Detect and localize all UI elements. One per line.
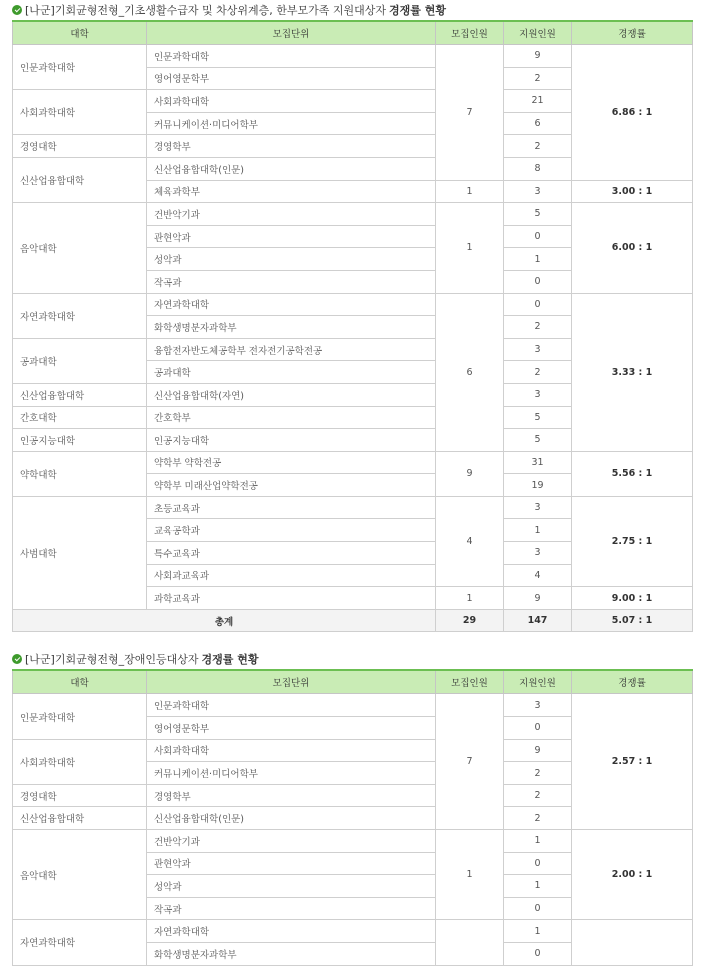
ratio-cell: 3.00 : 1 [572,180,693,203]
total-applicants: 147 [504,609,572,632]
total-ratio: 5.07 : 1 [572,609,693,632]
unit-cell: 과학교육과 [147,587,436,610]
applicants-cell: 3 [504,338,572,361]
college-cell: 간호대학 [13,406,147,429]
unit-cell: 성악과 [147,248,436,271]
college-cell: 공과대학 [13,338,147,383]
ratio-cell: 5.56 : 1 [572,451,693,496]
college-cell: 사회과학대학 [13,90,147,135]
recruit-cell: 1 [436,180,504,203]
unit-cell: 자연과학대학 [147,293,436,316]
applicants-cell: 2 [504,67,572,90]
unit-cell: 커뮤니케이션·미디어학부 [147,762,436,785]
unit-cell: 인공지능대학 [147,429,436,452]
unit-cell: 신산업융합대학(인문) [147,807,436,830]
applicants-cell: 2 [504,807,572,830]
applicants-cell: 9 [504,45,572,68]
section-title-text: [나군]기회균형전형_기초생활수급자 및 차상위계층, 한부모가족 지원대상자 [25,4,386,17]
unit-cell: 건반악기과 [147,203,436,226]
unit-cell: 관현악과 [147,225,436,248]
ratio-cell: 6.00 : 1 [572,203,693,293]
applicants-cell: 0 [504,293,572,316]
unit-cell: 융합전자반도체공학부 전자전기공학전공 [147,338,436,361]
applicants-cell: 0 [504,225,572,248]
applicants-cell: 1 [504,875,572,898]
unit-cell: 영어영문학부 [147,67,436,90]
unit-cell: 신산업융합대학(자연) [147,383,436,406]
applicants-cell: 2 [504,361,572,384]
college-cell: 약학대학 [13,451,147,496]
unit-cell: 커뮤니케이션·미디어학부 [147,112,436,135]
table-row [13,920,693,943]
recruit-cell: 7 [436,694,504,830]
total-label: 총계 [13,609,436,632]
table-row [13,694,693,717]
applicants-cell: 5 [504,406,572,429]
unit-cell: 교육공학과 [147,519,436,542]
unit-cell: 약학부 미래산업약학전공 [147,474,436,497]
unit-cell: 화학생명분자과학부 [147,942,436,965]
check-circle-icon [12,5,22,15]
recruit-cell: 1 [436,830,504,920]
unit-cell: 간호학부 [147,406,436,429]
ratio-cell: 2.75 : 1 [572,496,693,586]
unit-cell: 사회과교육과 [147,564,436,587]
competition-table-2 [12,669,693,965]
college-cell: 신산업융합대학 [13,383,147,406]
unit-cell: 특수교육과 [147,542,436,565]
unit-cell: 초등교육과 [147,496,436,519]
unit-cell: 성악과 [147,875,436,898]
unit-cell: 체육과학부 [147,180,436,203]
applicants-cell: 0 [504,852,572,875]
unit-cell: 건반악기과 [147,830,436,853]
applicants-cell: 21 [504,90,572,113]
recruit-cell: 9 [436,451,504,496]
unit-cell: 약학부 약학전공 [147,451,436,474]
applicants-cell: 31 [504,451,572,474]
applicants-cell: 3 [504,542,572,565]
recruit-cell: 4 [436,496,504,586]
applicants-cell: 5 [504,429,572,452]
applicants-cell: 1 [504,830,572,853]
table-row [13,451,693,474]
applicants-cell: 0 [504,897,572,920]
college-cell: 신산업융합대학 [13,807,147,830]
applicants-cell: 9 [504,739,572,762]
applicants-cell: 1 [504,248,572,271]
college-cell: 음악대학 [13,203,147,293]
check-circle-icon [12,654,22,664]
applicants-cell: 2 [504,135,572,158]
ratio-cell: 2.00 : 1 [572,830,693,920]
section-title-suffix: 경쟁률 현황 [201,653,259,667]
unit-cell: 사회과학대학 [147,90,436,113]
header-college: 대학 [13,21,147,45]
header-ratio: 경쟁률 [572,670,693,694]
applicants-cell: 0 [504,270,572,293]
applicants-cell: 9 [504,587,572,610]
unit-cell: 신산업융합대학(인문) [147,157,436,180]
college-cell: 인공지능대학 [13,429,147,452]
college-cell: 인문과학대학 [13,45,147,90]
applicants-cell: 3 [504,383,572,406]
applicants-cell: 3 [504,694,572,717]
college-cell: 사회과학대학 [13,739,147,784]
college-cell: 경영대학 [13,135,147,158]
applicants-cell: 0 [504,942,572,965]
unit-cell: 작곡과 [147,270,436,293]
applicants-cell: 3 [504,180,572,203]
header-college: 대학 [13,670,147,694]
recruit-cell [436,920,504,965]
ratio-cell: 2.57 : 1 [572,694,693,830]
table-row [13,830,693,853]
applicants-cell: 0 [504,717,572,740]
header-recruit: 모집인원 [436,21,504,45]
section-title-2 [12,649,692,669]
header-recruit: 모집인원 [436,670,504,694]
unit-cell: 작곡과 [147,897,436,920]
applicants-cell: 1 [504,519,572,542]
applicants-cell: 1 [504,920,572,943]
section-title-suffix: 경쟁률 현황 [388,4,446,17]
unit-cell: 영어영문학부 [147,717,436,740]
table-header-row [13,21,693,45]
college-cell: 사범대학 [13,496,147,609]
section-title-text: [나군]기회균형전형_장애인등대상자 [25,653,199,667]
total-recruit: 29 [436,609,504,632]
ratio-cell [572,920,693,965]
header-applicants: 지원인원 [504,21,572,45]
table-row [13,496,693,519]
table-row [13,203,693,226]
applicants-cell: 2 [504,784,572,807]
ratio-cell: 6.86 : 1 [572,45,693,181]
unit-cell: 관현악과 [147,852,436,875]
ratio-cell: 9.00 : 1 [572,587,693,610]
unit-cell: 인문과학대학 [147,694,436,717]
header-unit: 모집단위 [147,21,436,45]
header-applicants: 지원인원 [504,670,572,694]
ratio-cell: 3.33 : 1 [572,293,693,451]
unit-cell: 공과대학 [147,361,436,384]
college-cell: 경영대학 [13,784,147,807]
total-row [13,609,693,632]
applicants-cell: 4 [504,564,572,587]
section-title-1 [12,0,692,20]
competition-table-1 [12,20,693,632]
applicants-cell: 2 [504,762,572,785]
unit-cell: 자연과학대학 [147,920,436,943]
applicants-cell: 19 [504,474,572,497]
recruit-cell: 1 [436,203,504,293]
recruit-cell: 6 [436,293,504,451]
applicants-cell: 5 [504,203,572,226]
college-cell: 자연과학대학 [13,920,147,965]
college-cell: 음악대학 [13,830,147,920]
unit-cell: 인문과학대학 [147,45,436,68]
applicants-cell: 2 [504,316,572,339]
unit-cell: 사회과학대학 [147,739,436,762]
unit-cell: 경영학부 [147,784,436,807]
applicants-cell: 6 [504,112,572,135]
applicants-cell: 8 [504,157,572,180]
applicants-cell: 3 [504,496,572,519]
college-cell: 신산업융합대학 [13,157,147,202]
table-header-row [13,670,693,694]
recruit-cell: 7 [436,45,504,181]
college-cell: 인문과학대학 [13,694,147,739]
header-ratio: 경쟁률 [572,21,693,45]
college-cell: 자연과학대학 [13,293,147,338]
header-unit: 모집단위 [147,670,436,694]
table-row [13,45,693,68]
table-row [13,293,693,316]
unit-cell: 화학생명분자과학부 [147,316,436,339]
unit-cell: 경영학부 [147,135,436,158]
recruit-cell: 1 [436,587,504,610]
